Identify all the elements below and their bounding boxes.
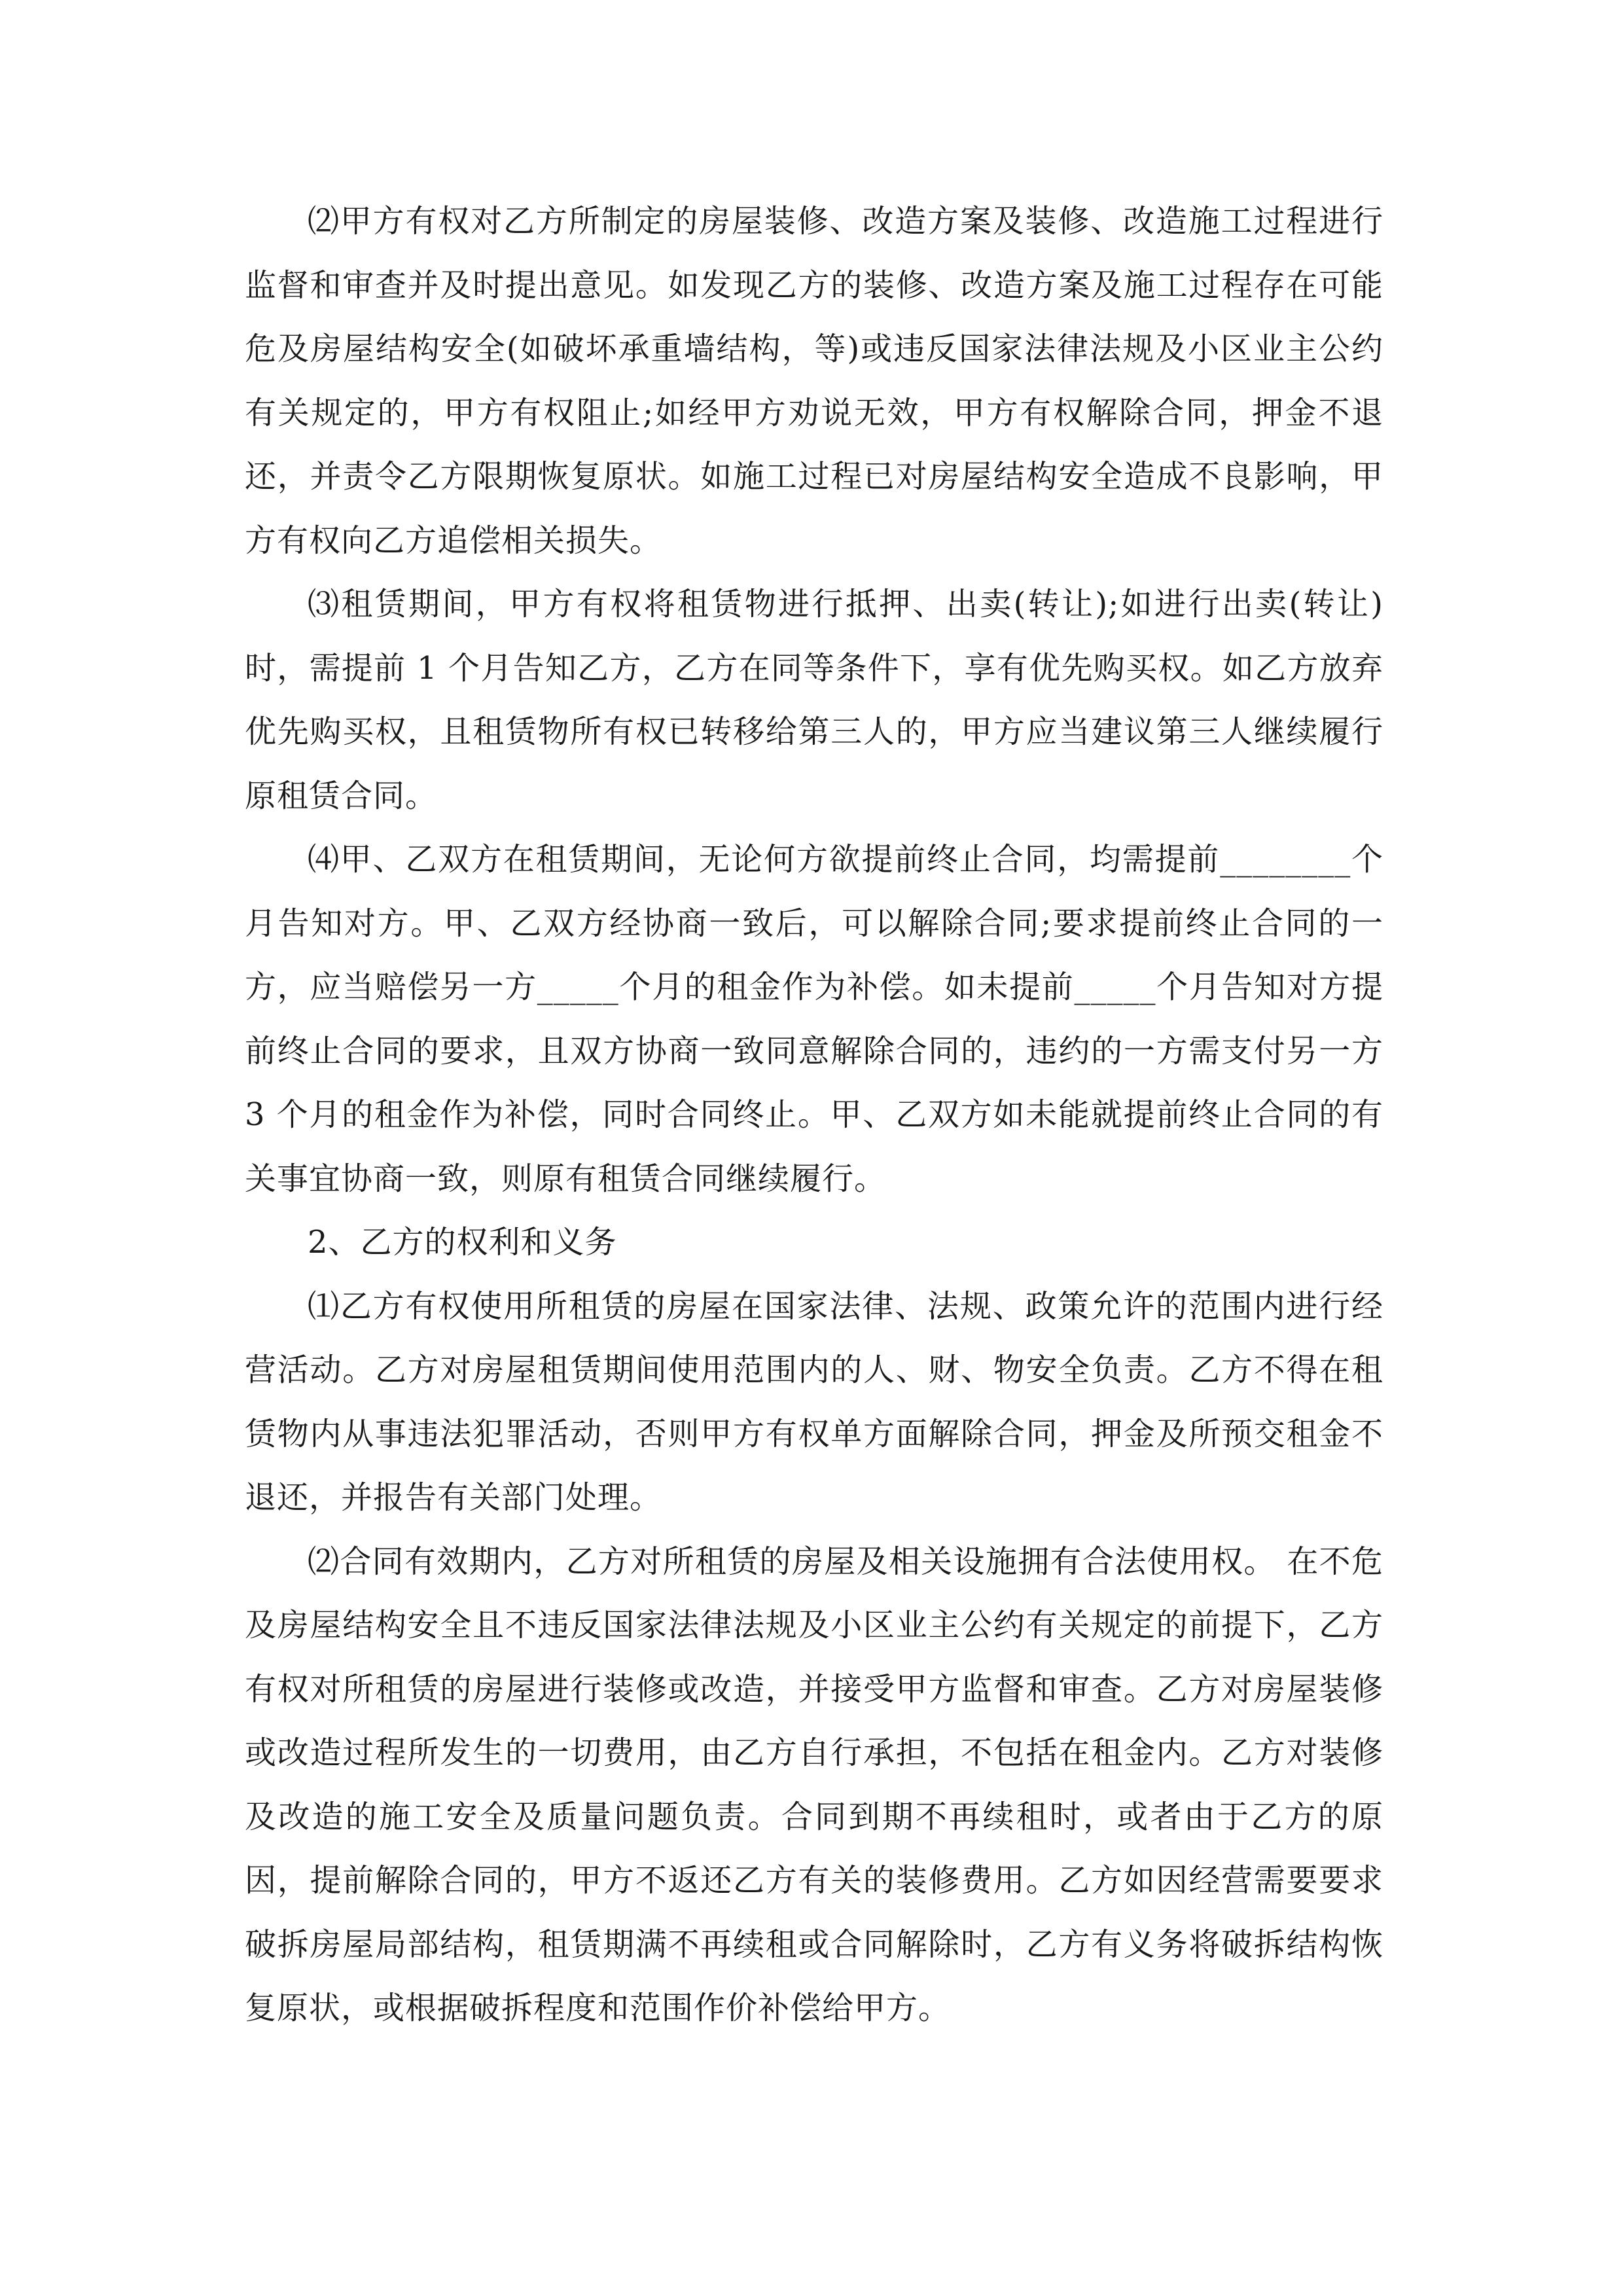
paragraph-tenant-right-2: ⑵合同有效期内，乙方对所租赁的房屋及相关设施拥有合法使用权。 在不危及房屋结构安全且不违反国家法律法规及小区业主公约有关规定的前提下，乙方有权对所租赁的房屋进行装修或改造，并接受甲方监督和审查。乙方对房屋装修或改造过程所发生的一切费用，由乙方自行承担，不包括在租金内。乙方对装修及改造的施工安全及质量问题负责。合同到期不再续租时，或者由于乙方的原因，提前解除合同的，甲方不返还乙方有关的装修费用。乙方如因经营需要要求破拆房屋局部结构，租赁期满不再续租或合同解除时，乙方有义务将破拆结构恢复原状，或根据破拆程度和范围作价补偿给甲方。	[245, 1543, 1383, 2026]
paragraph-tenant-right-1: ⑴乙方有权使用所租赁的房屋在国家法律、法规、政策允许的范围内进行经营活动。乙方对房屋租赁期间使用范围内的人、财、物安全负责。乙方不得在租赁物内从事违法犯罪活动，否则甲方有权单方面解除合同，押金及所预交租金不退还，并报告有关部门处理。	[245, 1287, 1383, 1516]
paragraph-landlord-right-4: ⑷甲、乙双方在租赁期间，无论何方欲提前终止合同，均需提前________个月告知对方。甲、乙双方经协商一致后，可以解除合同;要求提前终止合同的一方，应当赔偿另一方_____个月的租金作为补偿。如未提前_____个月告知对方提前终止合同的要求，且双方协商一致同意解除合同的，违约的一方需支付另一方 3 个月的租金作为补偿，同时合同终止。甲、乙双方如未能就提前终止合同的有关事宜协商一致，则原有租赁合同继续履行。	[245, 841, 1383, 1197]
document-body	[245, 190, 1383, 2041]
paragraph-landlord-right-3: ⑶租赁期间，甲方有权将租赁物进行抵押、出卖(转让);如进行出卖(转让)时，需提前 1 个月告知乙方，乙方在同等条件下，享有优先购买权。如乙方放弃优先购买权，且租赁物所有权已转移给第三人的，甲方应当建议第三人继续履行原租赁合同。	[245, 586, 1383, 814]
paragraph-landlord-right-2: ⑵甲方有权对乙方所制定的房屋装修、改造方案及装修、改造施工过程进行监督和审查并及时提出意见。如发现乙方的装修、改造方案及施工过程存在可能危及房屋结构安全(如破坏承重墙结构，等)或违反国家法律法规及小区业主公约有关规定的，甲方有权阻止;如经甲方劝说无效，甲方有权解除合同，押金不退还，并责令乙方限期恢复原状。如施工过程已对房屋结构安全造成不良影响，甲方有权向乙方追偿相关损失。	[245, 203, 1383, 559]
section-heading-tenant-rights: 2、乙方的权利和义务	[308, 1224, 617, 1261]
